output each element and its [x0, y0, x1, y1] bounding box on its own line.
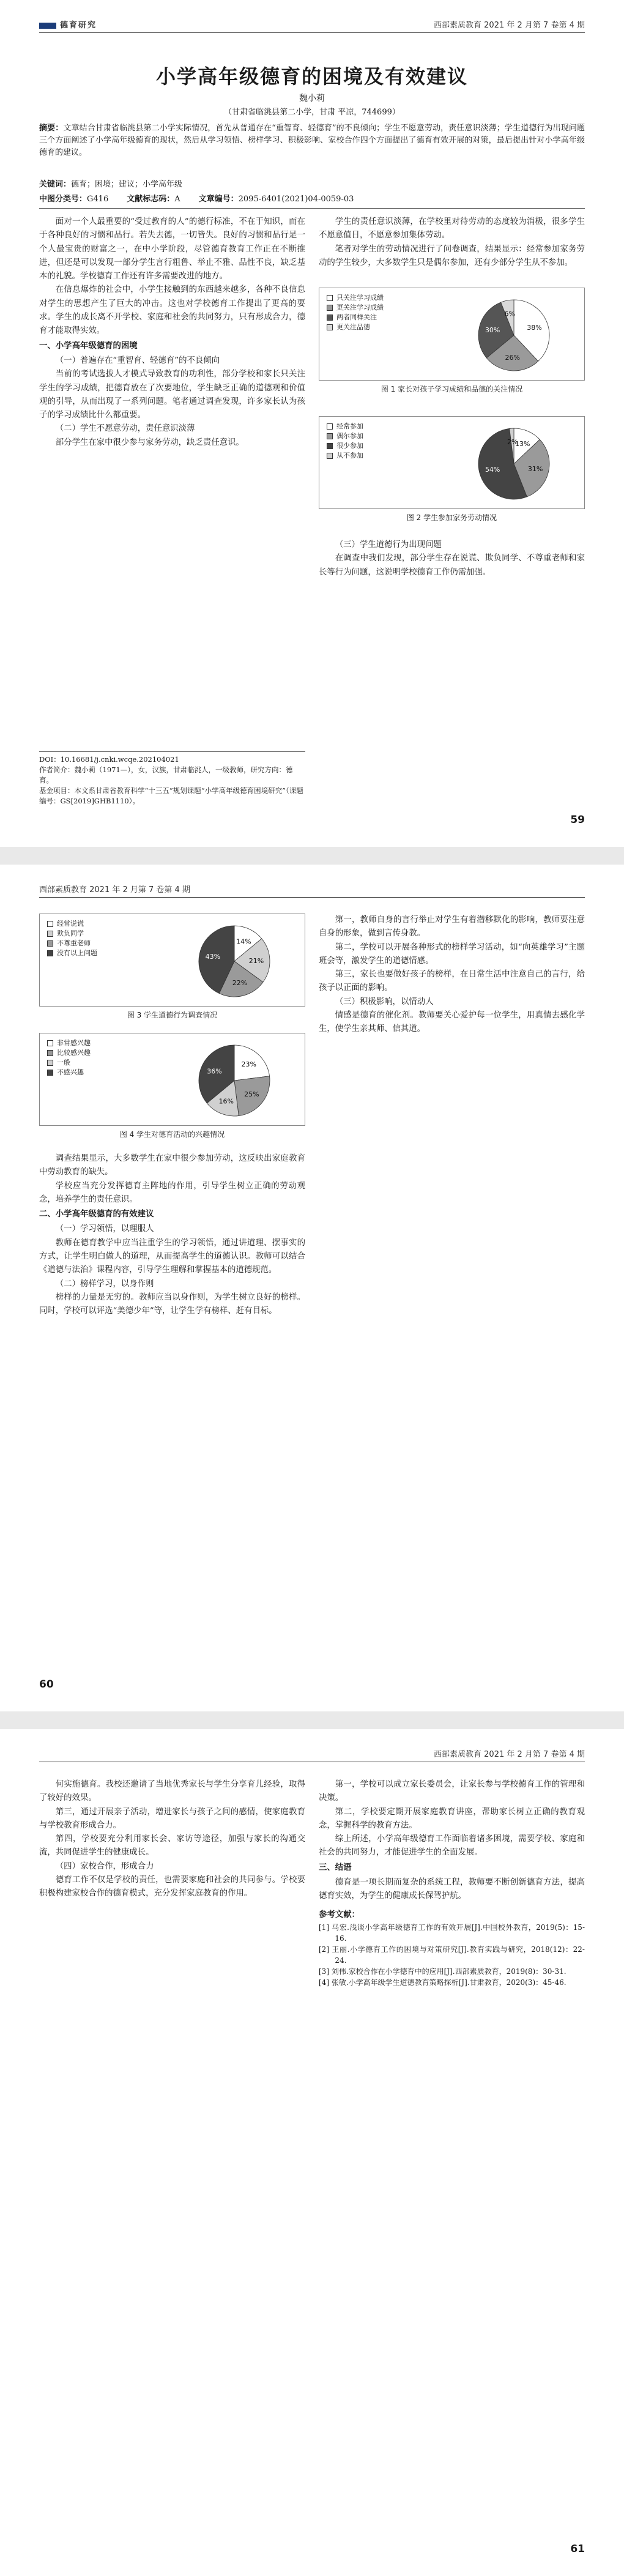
legend-label: 经常说谎: [57, 920, 84, 928]
reference-item: [2] 王丽.小学德育工作的困境与对策研究[J].教育实践与研究，2018(12)：22-24.: [319, 1945, 585, 1965]
legend-label: 很少参加: [336, 442, 363, 450]
legend-swatch: [327, 324, 333, 330]
section-heading: 二、小学高年级德育的有效建议: [39, 1210, 154, 1219]
running-head: [39, 17, 585, 33]
legend-item: [47, 919, 97, 929]
legend-swatch: [47, 940, 53, 947]
subsection-heading: （三）学生道德行为出现问题: [335, 540, 442, 549]
legend-swatch: [47, 1050, 53, 1056]
page-3: [0, 1729, 624, 2576]
paragraph: 何实施德育。我校还邀请了当地优秀家长与学生分享育儿经验，取得了较好的效果。: [39, 1780, 305, 1803]
legend-item: [327, 431, 363, 441]
clc-value: G416: [87, 195, 109, 204]
clc-label: 中图分类号：: [39, 195, 87, 204]
figure-legend: [47, 919, 97, 958]
legend-label: 更关注学习成绩: [336, 303, 384, 311]
paragraph: 第一，学校可以成立家长委员会，让家长参与学校德育工作的管理和决策。: [319, 1780, 585, 1803]
paragraph: 德育工作不仅是学校的责任，也需要家庭和社会的共同参与。学校要积极构建家校合作的德育模式，充分发挥家庭教育的作用。: [39, 1875, 305, 1899]
slice-label: 26%: [505, 353, 520, 362]
legend-swatch: [327, 433, 333, 439]
paragraph: 笔者对学生的劳动情况进行了问卷调查，结果显示：经常参加家务劳动的学生较少，大多数学生只是偶尔参加，还有少部分学生从不参加。: [319, 244, 585, 267]
paragraph: 在调查中我们发现，部分学生存在说谎、欺负同学、不尊重老师和家长等行为问题，这说明学校德育工作仍需加强。: [319, 554, 585, 577]
slice-label: 30%: [485, 326, 500, 335]
paragraph: 当前的考试选拔人才模式导致教育的功利性，部分学校和家长只关注学生的学习成绩，把德育放在了次要地位，学生缺乏正确的道德观和价值观的引导，从而出现了一系列问题。笔者通过调查发现，许多家长认为孩子的学习成绩比什么都重要。: [39, 370, 305, 420]
figure-2: [319, 416, 585, 523]
legend-item: [47, 929, 97, 939]
section-heading: 三、结语: [319, 1863, 352, 1872]
journal-header: 西部素质教育 2021 年 2 月第 7 卷第 4 期: [434, 21, 585, 30]
paragraph: 综上所述，小学高年级德育工作面临着诸多困境，需要学校、家庭和社会的共同努力，才能促进学生的全面发展。: [319, 1834, 585, 1858]
legend-label: 偶尔参加: [336, 432, 363, 440]
page-1: [0, 0, 624, 847]
legend-swatch: [47, 1040, 53, 1046]
legend-item: [47, 1068, 91, 1078]
legend-item: [327, 313, 384, 322]
legend-label: 经常参加: [336, 422, 363, 430]
column-tag: 德育研究: [39, 18, 97, 30]
right-column: [319, 215, 585, 270]
divider: [39, 208, 585, 209]
doc-value: A: [174, 195, 180, 204]
legend-item: [327, 303, 384, 313]
paragraph: 学校应当充分发挥德育主阵地的作用，引导学生树立正确的劳动观念，培养学生的责任意识。: [39, 1181, 305, 1204]
keywords-text: 德育；困境；建议；小学高年级: [71, 180, 183, 189]
legend-item: [47, 1058, 91, 1068]
slice-label: 31%: [527, 464, 543, 473]
pie-chart: [188, 1042, 280, 1119]
author: 魏小莉: [299, 94, 325, 103]
slice-label: 43%: [205, 953, 221, 961]
right-column: [319, 1778, 585, 1988]
legend-item: [47, 939, 97, 948]
slice-label: 6%: [504, 310, 515, 318]
reference-item: [4] 张敏.小学高年级学生道德教育策略探析[J].甘肃教育，2020(3)：45-46.: [319, 1978, 566, 1987]
legend-label: 从不参加: [336, 452, 363, 460]
abstract: [39, 122, 585, 159]
figure-caption: 图 2 学生参加家务劳动情况: [406, 513, 497, 522]
paragraph: 部分学生在家中很少参与家务劳动，缺乏责任意识。: [55, 437, 244, 447]
abstract-label: 摘要：: [39, 124, 64, 133]
legend-label: 欺负同学: [57, 929, 84, 937]
legend-item: [327, 441, 363, 451]
page-number: 61: [570, 2543, 585, 2555]
slice-label: 21%: [248, 956, 264, 965]
page-2: [0, 865, 624, 1711]
classification-line: [39, 192, 585, 204]
paragraph: 第四，学校要充分利用家长会、家访等途径，加强与家长的沟通交流，共同促进学生的健康成长。: [39, 1834, 305, 1858]
paragraph: 榜样的力量是无穷的。教师应当以身作则，为学生树立良好的榜样。同时，学校可以评选“美德少年”等，让学生学有榜样、赶有目标。: [39, 1292, 305, 1316]
figure-legend: [327, 293, 384, 332]
legend-label: 两者同样关注: [336, 313, 377, 321]
article-title: 小学高年级德育的困境及有效建议: [155, 65, 468, 88]
legend-swatch: [47, 1070, 53, 1076]
legend-label: 比较感兴趣: [57, 1049, 91, 1057]
figure-caption: 图 3 学生道德行为调查情况: [127, 1011, 218, 1019]
legend-item: [327, 293, 384, 303]
keywords-label: 关键词：: [39, 180, 72, 189]
figure-3: [39, 914, 305, 1020]
legend-item: [327, 322, 384, 332]
paragraph: 德育是一项长期而复杂的系统工程，教师要不断创新德育方法，提高德育实效，为学生的健康成长保驾护航。: [319, 1878, 585, 1901]
right-column: [319, 914, 585, 1037]
slice-label: 22%: [232, 978, 248, 987]
subsection-heading: （一）普遍存在“重智育、轻德育”的不良倾向: [55, 356, 220, 365]
subsection-heading: （二）榜样学习，以身作则: [55, 1279, 154, 1289]
slice-label: 14%: [236, 937, 251, 946]
doc-label: 文献标志码：: [127, 195, 175, 204]
footnote: [39, 751, 305, 806]
figure-caption: 图 1 家长对孩子学习成绩和品德的关注情况: [381, 385, 523, 393]
legend-label: 不尊重老师: [57, 939, 91, 947]
reference-item: [3] 刘伟.家校合作在小学德育中的应用[J].西部素质教育，2019(8)：30-31.: [319, 1967, 566, 1976]
paragraph: 教师在德育教学中应当注重学生的学习领悟，通过讲道理、摆事实的方式，让学生明白做人的道理，从而提高学生的道德认识。教师可以结合《道德与法治》课程内容，引导学生理解和掌握基本的道德规范。: [39, 1238, 305, 1275]
doi: DOI：10.16681/j.cnki.wcqe.202104021: [39, 755, 179, 764]
paragraph: 第三，家长也要做好孩子的榜样，在日常生活中注意自己的言行，给孩子以正面的影响。: [319, 970, 585, 993]
abstract-text: 文章结合甘肃省临洮县第二小学实际情况，首先从普通存在“重智育、轻德育”的不良倾向；学生不愿意劳动，责任意识淡薄；学生道德行为出现问题三个方面阐述了小学高年级德育的现状，然后从学习领悟、榜样学习、积极影响、家校合作四个方面提出了德育有效开展的对策，最后提出针对小学高年级德育的建议。: [39, 124, 585, 157]
slice-label: 54%: [485, 465, 500, 474]
paragraph: 第三，通过开展亲子活动，增进家长与孩子之间的感情，使家庭教育与学校教育形成合力。: [39, 1807, 305, 1830]
page-number: 59: [570, 814, 585, 826]
subsection-heading: （二）学生不愿意劳动，责任意识淡薄: [55, 424, 195, 434]
section-heading: 一、小学高年级德育的困境: [39, 341, 138, 351]
legend-swatch: [47, 931, 53, 937]
slice-label: 16%: [218, 1097, 234, 1106]
pie-chart: [188, 923, 280, 1000]
legend-item: [47, 948, 97, 958]
slice-label: 36%: [207, 1067, 222, 1076]
legend-item: [327, 451, 363, 461]
legend-swatch: [327, 295, 333, 301]
funding: 基金项目：本文系甘肃省教育科学“十三五”规划课题“小学高年级德育困境研究”（课题编号：GS[2019]GHB1110）。: [39, 786, 303, 805]
legend-swatch: [327, 305, 333, 311]
legend-swatch: [327, 453, 333, 459]
paragraph: 第一，教师自身的言行举止对学生有着潜移默化的影响，教师要注意自身的形象，做到言传身教。: [319, 915, 585, 939]
references-heading: 参考文献：: [319, 1910, 360, 1919]
paragraph: 第二，学校要定期开展家庭教育讲座，帮助家长树立正确的教育观念，掌握科学的教育方法。: [319, 1807, 585, 1830]
journal-header: 西部素质教育 2021 年 2 月第 7 卷第 4 期: [434, 1750, 585, 1759]
pie-chart: [468, 425, 560, 502]
legend-swatch: [327, 315, 333, 321]
legend-item: [47, 1048, 91, 1058]
figure-legend: [327, 422, 363, 461]
paragraph: 第二，学校可以开展各种形式的榜样学习活动，如“向英雄学习”主题班会等，激发学生的道德情感。: [319, 942, 585, 966]
legend-label: 一般: [57, 1059, 70, 1067]
paragraph: 面对一个人最重要的“受过教育的人”的德行标准，不在于知识，而在于各种良好的习惯和品行。若失去德，一切皆失。良好的习惯和品行是一个人最宝贵的财富之一，在中小学阶段，尽管德育教育工作正在不断推进，但还是可以发现一部分学生言行粗鲁、举止不雅、品性不良，缺乏基本的礼貌。学校德育工作还有许多需要改进的地方。: [39, 217, 305, 281]
slice-label: 25%: [244, 1090, 259, 1099]
left-column: [39, 1152, 305, 1319]
legend-swatch: [47, 921, 53, 927]
paragraph: 调查结果显示，大多数学生在家中很少参加劳动，这反映出家庭教育中劳动教育的缺失。: [39, 1154, 305, 1177]
legend-label: 只关注学习成绩: [336, 294, 384, 302]
slice-label: 38%: [527, 323, 542, 332]
figure-caption: 图 4 学生对德育活动的兴趣情况: [119, 1130, 225, 1139]
subsection-heading: （一）学习领悟，以理服人: [55, 1224, 154, 1234]
figure-1: [319, 288, 585, 394]
running-head: [39, 1746, 585, 1762]
legend-label: 非常感兴趣: [57, 1039, 91, 1047]
paragraph: 情感是德育的催化剂。教师要关心爱护每一位学生，用真情去感化学生，使学生亲其师、信其道。: [319, 1011, 585, 1034]
legend-swatch: [47, 1060, 53, 1066]
legend-label: 更关注品德: [336, 323, 370, 331]
keywords: [39, 177, 585, 189]
slice-label: 23%: [241, 1060, 257, 1069]
legend-item: [47, 1038, 91, 1048]
left-column: [39, 1778, 305, 1901]
paragraph: 学生的责任意识淡薄，在学校里对待劳动的态度较为消极，很多学生不愿意值日，不愿意参加集体劳动。: [319, 217, 585, 240]
page-number: 60: [39, 1678, 54, 1691]
figure-4: [39, 1033, 305, 1139]
subsection-heading: （三）积极影响，以情动人: [335, 997, 434, 1007]
legend-item: [327, 422, 363, 431]
figure-legend: [47, 1038, 91, 1078]
slice-label: 2%: [507, 438, 518, 447]
left-column: [39, 215, 305, 450]
pie-chart: [468, 297, 560, 374]
journal-header: 西部素质教育 2021 年 2 月第 7 卷第 4 期: [39, 885, 190, 895]
running-head: [39, 882, 585, 898]
legend-label: 没有以上问题: [57, 949, 97, 957]
reference-item: [1] 马宏.浅谈小学高年级德育工作的有效开展[J].中国校外教育，2019(5)：15-16.: [319, 1923, 585, 1943]
legend-swatch: [327, 443, 333, 449]
affiliation: （甘肃省临洮县第二小学，甘肃 平凉，744699）: [224, 108, 400, 117]
paragraph: 在信息爆炸的社会中，小学生接触到的东西越来越多，各种不良信息对学生的思想产生了巨大的冲击。这也对学校德育工作提出了更高的要求。学生的成长离不开学校、家庭和社会的共同努力，只有形成合力，德育才能取得实效。: [39, 285, 305, 336]
legend-swatch: [47, 950, 53, 956]
right-column-continued: [319, 538, 585, 579]
article-label: 文章编号：: [198, 195, 239, 204]
subsection-heading: （四）家校合作，形成合力: [55, 1861, 154, 1871]
author-bio: 作者简介：魏小莉（1971—），女，汉族，甘肃临洮人，一级教师，研究方向：德育。: [39, 765, 293, 784]
legend-swatch: [327, 423, 333, 430]
legend-label: 不感兴趣: [57, 1068, 84, 1076]
article-value: 2095-6401(2021)04-0059-03: [238, 195, 354, 204]
slice-label: 13%: [515, 439, 530, 448]
